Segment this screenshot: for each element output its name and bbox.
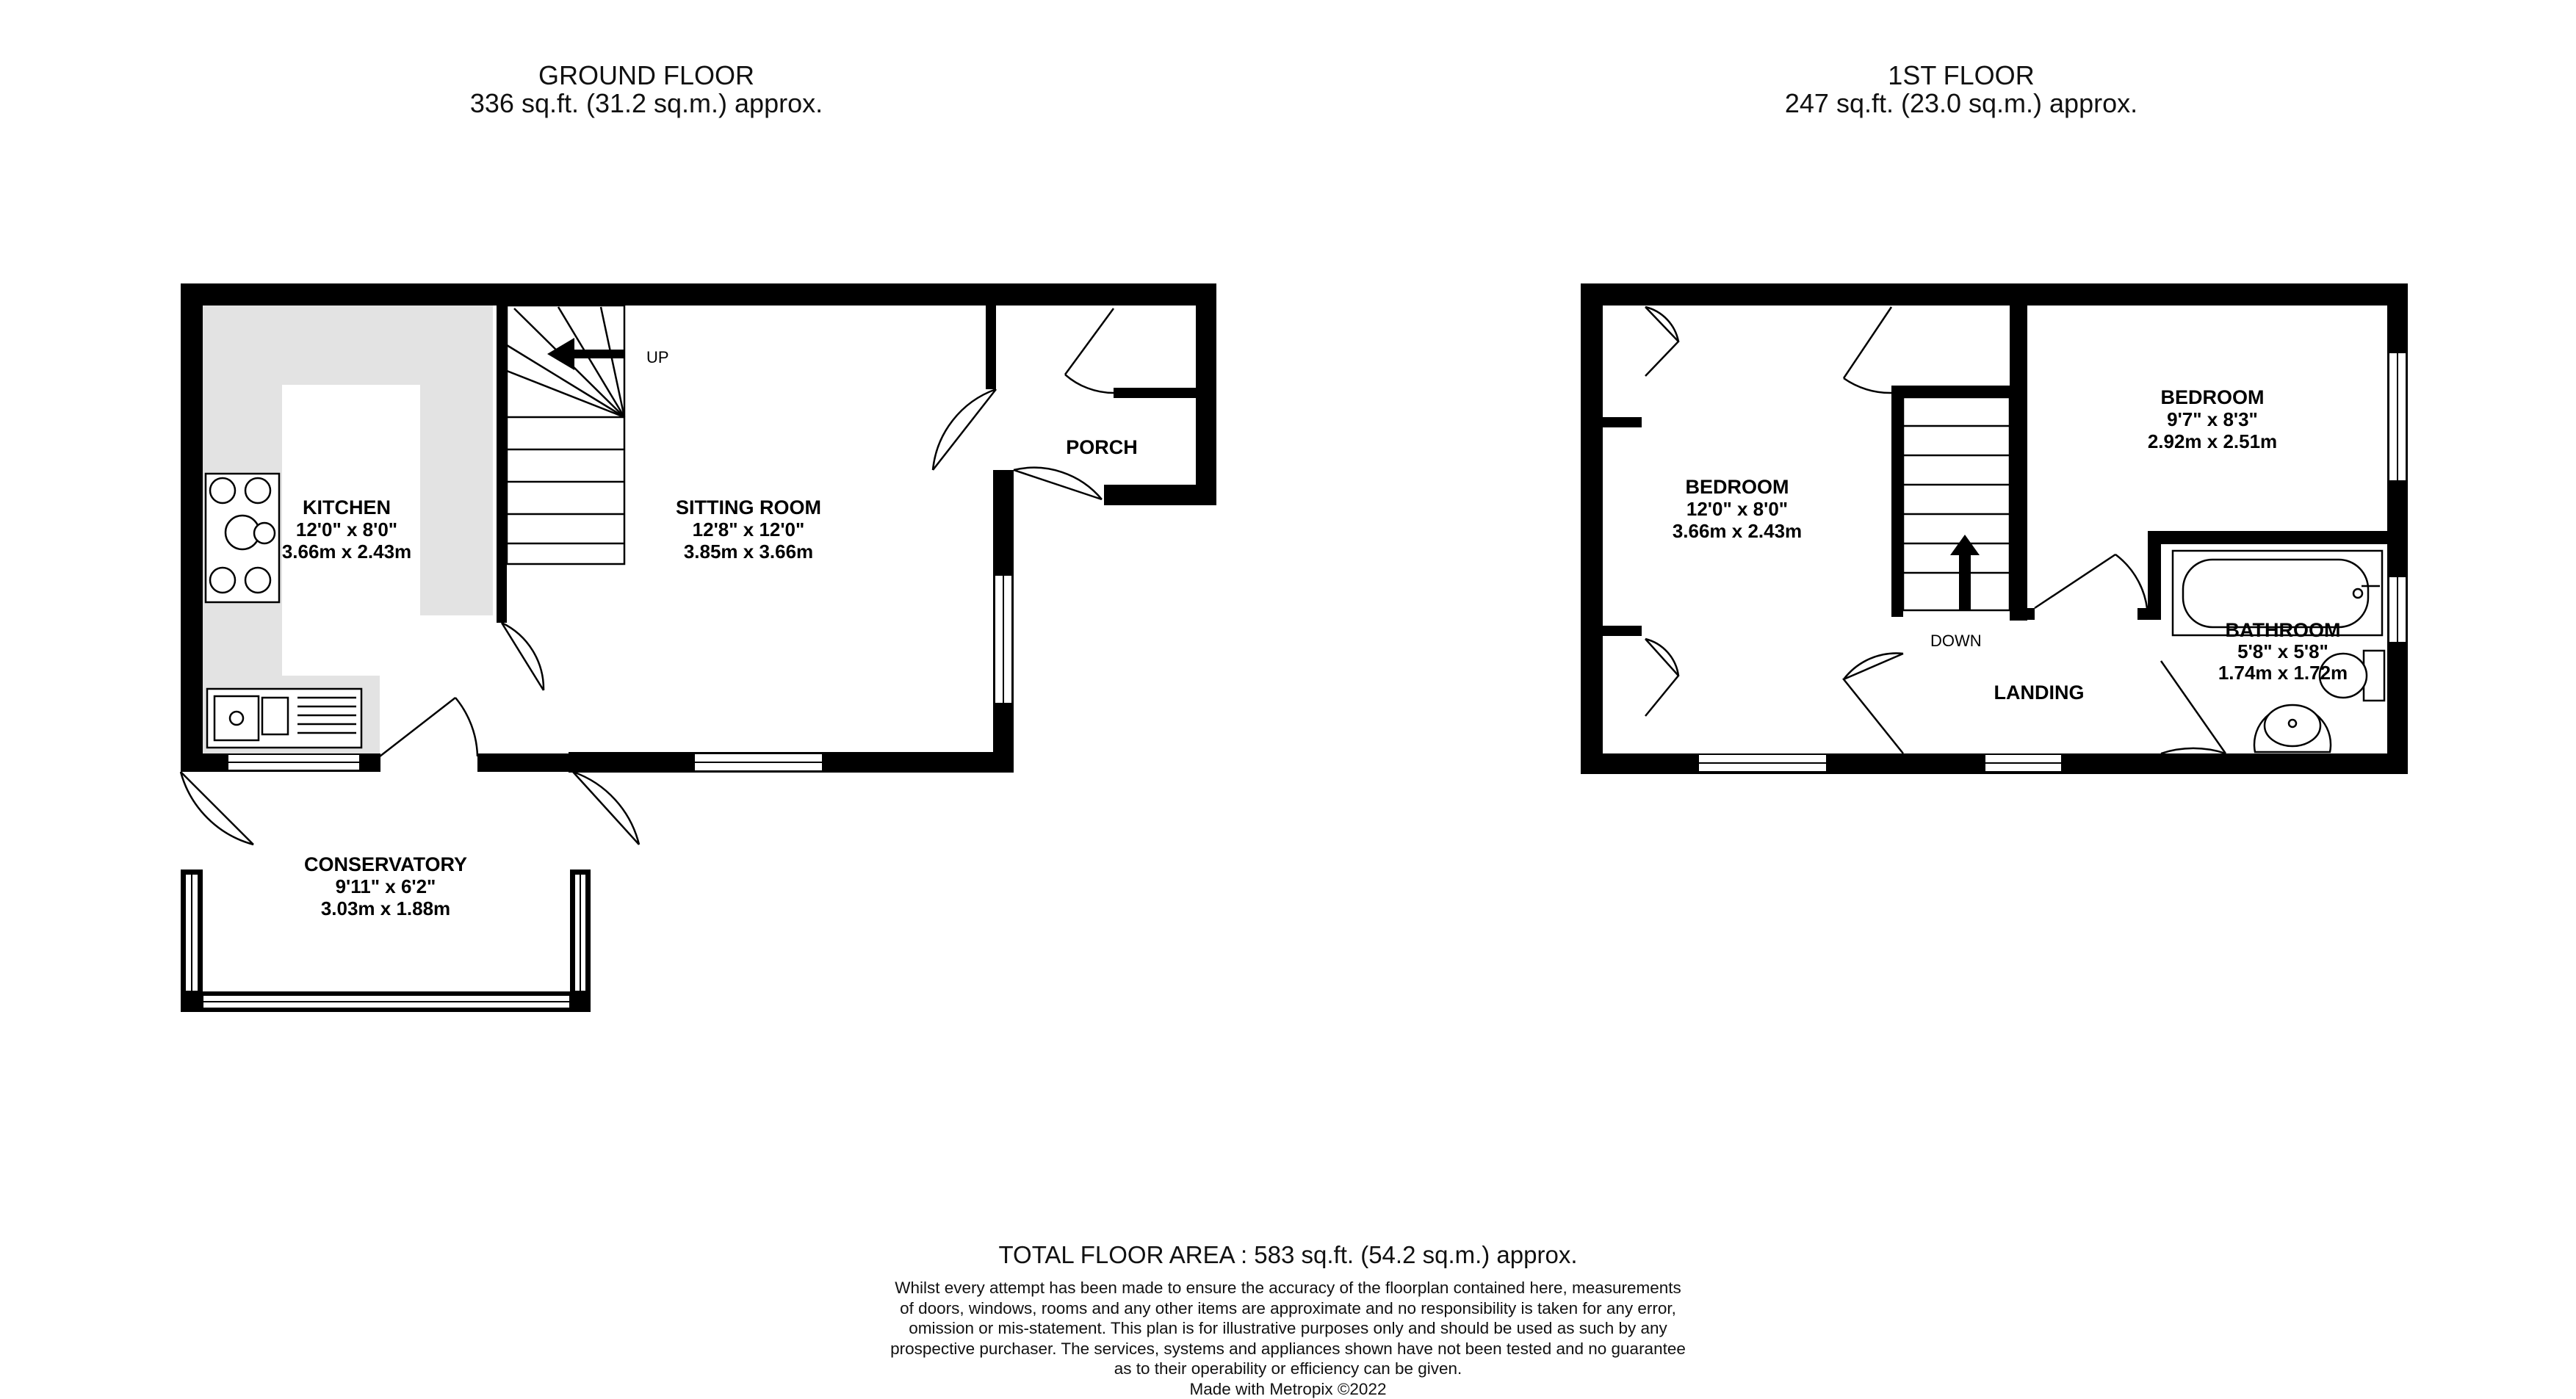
wall bbox=[2137, 608, 2161, 620]
door-bedroom-left bbox=[1844, 307, 1891, 393]
bedroom-left-dims-imperial: 12'0" x 8'0" bbox=[1686, 498, 1788, 520]
door-sitting-kitchen bbox=[502, 623, 544, 690]
door-porch-sitting bbox=[933, 389, 996, 470]
wall bbox=[2148, 531, 2161, 619]
wall bbox=[181, 283, 1216, 306]
wall bbox=[2148, 531, 2398, 544]
wall bbox=[477, 753, 569, 772]
staircase-first bbox=[1903, 397, 2010, 610]
credit: Made with Metropix ©2022 bbox=[0, 1379, 2576, 1399]
bedroom-right-dims-imperial: 9'7" x 8'3" bbox=[2167, 408, 2258, 430]
bedroom-right-label: BEDROOM bbox=[2161, 386, 2265, 408]
wall bbox=[497, 294, 507, 623]
bedroom-left-label: BEDROOM bbox=[1686, 476, 1789, 498]
sitting-room-dims-metric: 3.85m x 3.66m bbox=[684, 541, 813, 563]
disclaimer-line: prospective purchaser. The services, systems and appliances shown have not been tested and no guarantee bbox=[0, 1339, 2576, 1359]
total-floor-area: TOTAL FLOOR AREA : 583 sq.ft. (54.2 sq.m.) approx. bbox=[0, 1241, 2576, 1269]
hob-icon bbox=[206, 474, 279, 602]
door-kitchen-conservatory bbox=[380, 698, 477, 756]
disclaimer bbox=[0, 1278, 2576, 1399]
landing-label: LANDING bbox=[1994, 682, 2085, 704]
kitchen-dims-metric: 3.66m x 2.43m bbox=[282, 541, 411, 563]
ground-floor-plan bbox=[181, 283, 1216, 1012]
basin-icon bbox=[2254, 705, 2331, 752]
door-porch-front bbox=[1014, 468, 1102, 499]
door-conservatory-outside bbox=[181, 772, 253, 845]
door-landing-bedroom-left bbox=[1844, 654, 1903, 753]
conservatory-label: CONSERVATORY bbox=[304, 853, 467, 875]
bedroom-right-dims-metric: 2.92m x 2.51m bbox=[2148, 430, 2277, 452]
disclaimer-line: omission or mis-statement. This plan is for illustrative purposes only and should be used as such by any bbox=[0, 1318, 2576, 1339]
disclaimer-line: Whilst every attempt has been made to ensure the accuracy of the floorplan contained here, measurements bbox=[0, 1278, 2576, 1298]
sitting-room-label: SITTING ROOM bbox=[676, 496, 821, 518]
disclaimer-line: as to their operability or efficiency can be given. bbox=[0, 1359, 2576, 1379]
conservatory-dims-metric: 3.03m x 1.88m bbox=[321, 897, 450, 919]
wall bbox=[2013, 608, 2035, 620]
door-porch-cupboard bbox=[1065, 308, 1114, 393]
wall bbox=[1891, 386, 1903, 617]
wall bbox=[1581, 283, 1603, 774]
wall bbox=[181, 283, 203, 772]
stairs-down-label: DOWN bbox=[1930, 632, 1982, 650]
porch-label: PORCH bbox=[1066, 436, 1138, 458]
wall bbox=[1601, 417, 1642, 427]
kitchen-dims-imperial: 12'0" x 8'0" bbox=[296, 518, 397, 541]
sink-icon bbox=[207, 689, 361, 748]
disclaimer-line: of doors, windows, rooms and any other items are approximate and no responsibility is taken for any error, bbox=[0, 1298, 2576, 1319]
wardrobe-door-bottom bbox=[1645, 639, 1678, 716]
first-floor-area: 247 sq.ft. (23.0 sq.m.) approx. bbox=[1748, 90, 2174, 118]
wall bbox=[1581, 283, 2408, 306]
wardrobe-door-top bbox=[1645, 307, 1678, 376]
wall bbox=[1601, 626, 1642, 636]
stairs-up-label: UP bbox=[646, 348, 669, 366]
wall bbox=[1114, 388, 1216, 398]
wall bbox=[986, 294, 996, 389]
first-floor-title: 1ST FLOOR bbox=[1748, 62, 2174, 90]
wall bbox=[2010, 294, 2027, 621]
wall bbox=[1891, 386, 2027, 397]
wall bbox=[1104, 485, 1216, 505]
door-bathroom bbox=[2161, 661, 2226, 753]
ground-floor-title: GROUND FLOOR bbox=[433, 62, 859, 90]
ground-floor-area: 336 sq.ft. (31.2 sq.m.) approx. bbox=[433, 90, 859, 118]
first-floor-plan bbox=[1581, 283, 2408, 774]
bedroom-left-dims-metric: 3.66m x 2.43m bbox=[1673, 520, 1802, 542]
door-conservatory-garden bbox=[573, 772, 639, 845]
door-bedroom-right bbox=[2035, 554, 2148, 617]
sitting-room-dims-imperial: 12'8" x 12'0" bbox=[693, 518, 805, 541]
bathroom-dims-imperial: 5'8" x 5'8" bbox=[2237, 640, 2328, 662]
bathroom-dims-metric: 1.74m x 1.72m bbox=[2218, 662, 2348, 684]
footer bbox=[0, 1241, 2576, 1399]
bathroom-label: BATHROOM bbox=[2226, 619, 2341, 641]
conservatory-dims-imperial: 9'11" x 6'2" bbox=[336, 875, 436, 897]
kitchen-label: KITCHEN bbox=[303, 496, 391, 518]
